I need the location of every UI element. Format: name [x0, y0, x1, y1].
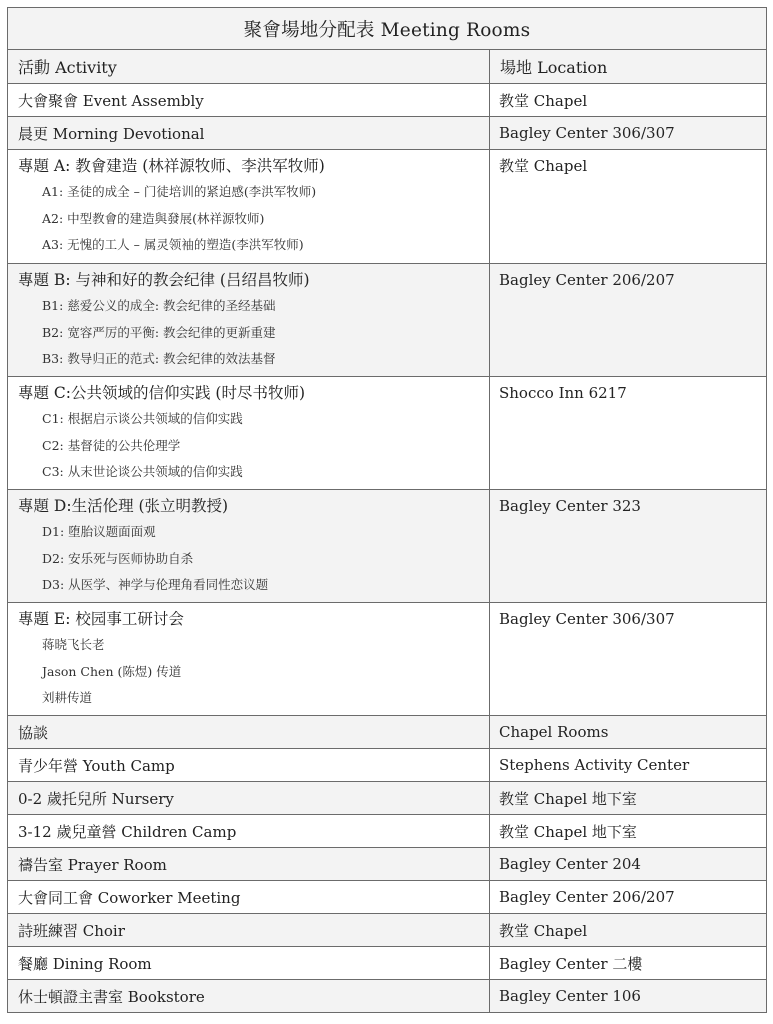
- table-row: [8, 84, 767, 117]
- location-cell: Stephens Activity Center: [490, 749, 767, 782]
- sub-session: A3: 无愧的工人 – 属灵领袖的塑造(李洪军牧师): [42, 237, 304, 252]
- sub-session: C1: 根据启示谈公共领域的信仰实践: [42, 411, 243, 426]
- table-row: [8, 914, 767, 947]
- activity-cell: 休士頓證主書室 Bookstore: [8, 980, 490, 1013]
- location-column-header: 場地 Location: [500, 58, 608, 77]
- table-row: [8, 716, 767, 749]
- activity-cell: 協談: [8, 716, 490, 749]
- sub-session: D1: 堕胎议题面面观: [42, 524, 156, 539]
- sub-session: A1: 圣徒的成全 – 门徒培训的紧迫感(李洪军牧师): [42, 184, 317, 199]
- location-cell: [490, 264, 767, 377]
- table-row: [8, 117, 767, 150]
- sub-session: B2: 宽容严厉的平衡: 教会纪律的更新重建: [42, 324, 276, 340]
- session-title: 專題 E: 校园事工研讨会: [18, 610, 184, 628]
- table-row: [8, 782, 767, 815]
- activity-cell: 詩班練習 Choir: [8, 914, 490, 947]
- activity-cell: [8, 150, 490, 264]
- sub-session: D2: 安乐死与医师协助自杀: [42, 550, 194, 566]
- location-cell: 教堂 Chapel 地下室: [490, 815, 767, 848]
- activity-cell: 餐廳 Dining Room: [8, 947, 490, 980]
- title-row: [8, 8, 767, 50]
- table-row: [8, 848, 767, 881]
- table-row: [8, 490, 767, 603]
- table-row: [8, 815, 767, 848]
- location-cell: [490, 603, 767, 716]
- table-row: [8, 603, 767, 716]
- activity-cell: [8, 377, 490, 490]
- activity-cell: 大會聚會 Event Assembly: [8, 84, 490, 117]
- sub-session: 刘耕传道: [42, 690, 93, 705]
- location-text: 教堂 Chapel: [499, 157, 588, 175]
- location-cell: 教堂 Chapel: [490, 914, 767, 947]
- sub-session: B1: 慈爱公义的成全: 教会纪律的圣经基础: [42, 298, 276, 313]
- table-row: [8, 150, 767, 264]
- session-title: 專題 D:生活伦理 (张立明教授): [18, 497, 229, 515]
- location-cell: Bagley Center 306/307: [490, 117, 767, 150]
- table-title: 聚會場地分配表 Meeting Rooms: [8, 8, 767, 50]
- sub-session: B3: 教导归正的范式: 教会纪律的效法基督: [42, 351, 276, 366]
- sub-session: Jason Chen (陈煜) 传道: [42, 663, 182, 679]
- location-text: Shocco Inn 6217: [499, 384, 627, 402]
- location-text: Bagley Center 306/307: [499, 610, 675, 628]
- activity-cell: 大會同工會 Coworker Meeting: [8, 881, 490, 914]
- location-cell: 教堂 Chapel: [490, 84, 767, 117]
- location-cell: Bagley Center 204: [490, 848, 767, 881]
- table-row: [8, 980, 767, 1013]
- location-cell: [490, 150, 767, 264]
- activity-cell: 青少年營 Youth Camp: [8, 749, 490, 782]
- location-text: Bagley Center 206/207: [499, 271, 675, 289]
- sub-session: C2: 基督徒的公共伦理学: [42, 437, 181, 453]
- activity-cell: [8, 264, 490, 377]
- sub-session: C3: 从末世论谈公共领域的信仰实践: [42, 464, 243, 479]
- location-cell: 教堂 Chapel 地下室: [490, 782, 767, 815]
- table-row: [8, 377, 767, 490]
- location-cell: Bagley Center 二樓: [490, 947, 767, 980]
- location-cell: [490, 490, 767, 603]
- location-cell: Chapel Rooms: [490, 716, 767, 749]
- table-row: [8, 947, 767, 980]
- table-row: [8, 881, 767, 914]
- session-title: 專題 A: 教會建造 (林祥源牧师、李洪军牧师): [18, 157, 325, 175]
- session-title: 專題 C:公共领域的信仰实践 (时尽书牧师): [18, 384, 306, 402]
- activity-cell: 3-12 歲兒童營 Children Camp: [8, 815, 490, 848]
- activity-cell: [8, 490, 490, 603]
- activity-cell: 0-2 歲托兒所 Nursery: [8, 782, 490, 815]
- header-row: [8, 50, 767, 84]
- location-cell: [490, 377, 767, 490]
- location-cell: Bagley Center 206/207: [490, 881, 767, 914]
- table-row: [8, 264, 767, 377]
- meeting-rooms-table: [7, 7, 767, 1013]
- location-cell: Bagley Center 106: [490, 980, 767, 1013]
- sub-session: D3: 从医学、神学与伦理角看同性恋议题: [42, 577, 269, 592]
- sub-session: A2: 中型教會的建造與發展(林祥源牧师): [42, 210, 265, 226]
- location-text: Bagley Center 323: [499, 497, 641, 515]
- activity-cell: 晨更 Morning Devotional: [8, 117, 490, 150]
- activity-cell: [8, 603, 490, 716]
- session-title: 專題 B: 与神和好的教会纪律 (吕绍昌牧师): [18, 271, 310, 289]
- sub-session: 蒋晓飞长老: [42, 637, 105, 652]
- activity-cell: 禱告室 Prayer Room: [8, 848, 490, 881]
- table-row: [8, 749, 767, 782]
- activity-column-header: 活動 Activity: [18, 58, 117, 77]
